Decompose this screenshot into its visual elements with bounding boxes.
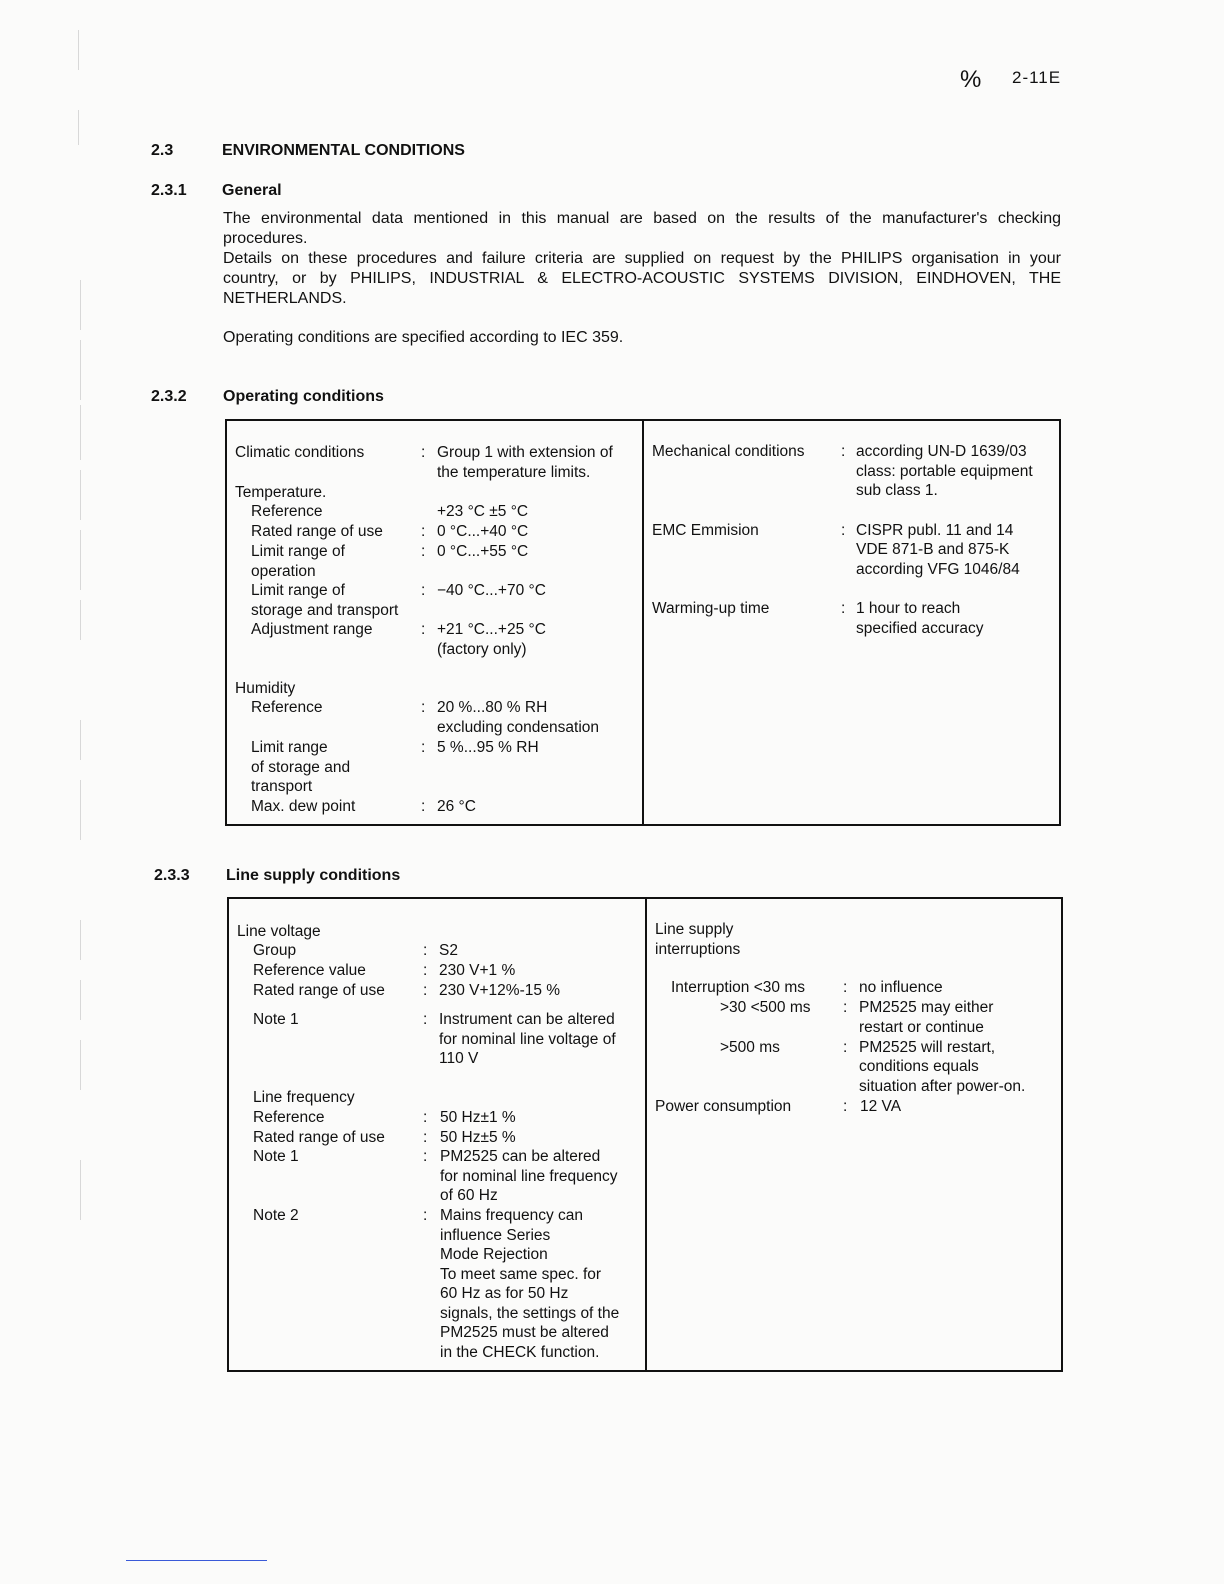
temperature-label: Temperature. (235, 484, 327, 501)
general-paragraph: The environmental data mentioned in this manual are based on the results of the manufacturer's checking procedures. Details on these procedures and failure criteria are supplied on request by the PHILIPS organisation in your country, or by PHILIPS, INDUSTRIAL & ELECTRO-ACOUSTIC SYSTEMS DIVISION, EINDHOVEN, THE NETHERLANDS. (223, 210, 1061, 307)
temperature-reference-value: +23 °C ±5 °C (437, 503, 529, 520)
humidity-label: Humidity (235, 680, 296, 697)
line-frequency-label: Line frequency (253, 1089, 355, 1106)
iec-note: Operating conditions are specified according to IEC 359. (223, 329, 624, 346)
line-supply-title: Line supply conditions (226, 867, 401, 884)
power-consumption-label: Power consumption (655, 1098, 792, 1115)
philips-logo-icon: % (960, 66, 982, 93)
warming-label: Warming-up time (652, 600, 770, 617)
climatic-label: Climatic conditions (235, 444, 365, 461)
general-title: General (222, 182, 282, 199)
power-consumption-value: 12 VA (860, 1098, 902, 1115)
section-title: ENVIRONMENTAL CONDITIONS (222, 142, 465, 159)
mechanical-label: Mechanical conditions (652, 443, 805, 460)
line-supply-number: 2.3.3 (154, 867, 190, 884)
climatic-value: Group 1 with extension of (437, 444, 613, 461)
operating-title: Operating conditions (223, 388, 384, 405)
line-voltage-label: Line voltage (237, 923, 321, 940)
general-number: 2.3.1 (151, 182, 187, 199)
operating-number: 2.3.2 (151, 388, 187, 405)
scan-bottom-line (126, 1560, 267, 1561)
section-number: 2.3 (151, 142, 174, 159)
page-number: 2-11E (1012, 68, 1062, 87)
dew-point-value: 26 °C (437, 798, 476, 815)
scan-margin-marks (60, 20, 100, 1220)
interruptions-label: Line supply (655, 921, 734, 938)
emc-label: EMC Emmision (652, 522, 759, 539)
